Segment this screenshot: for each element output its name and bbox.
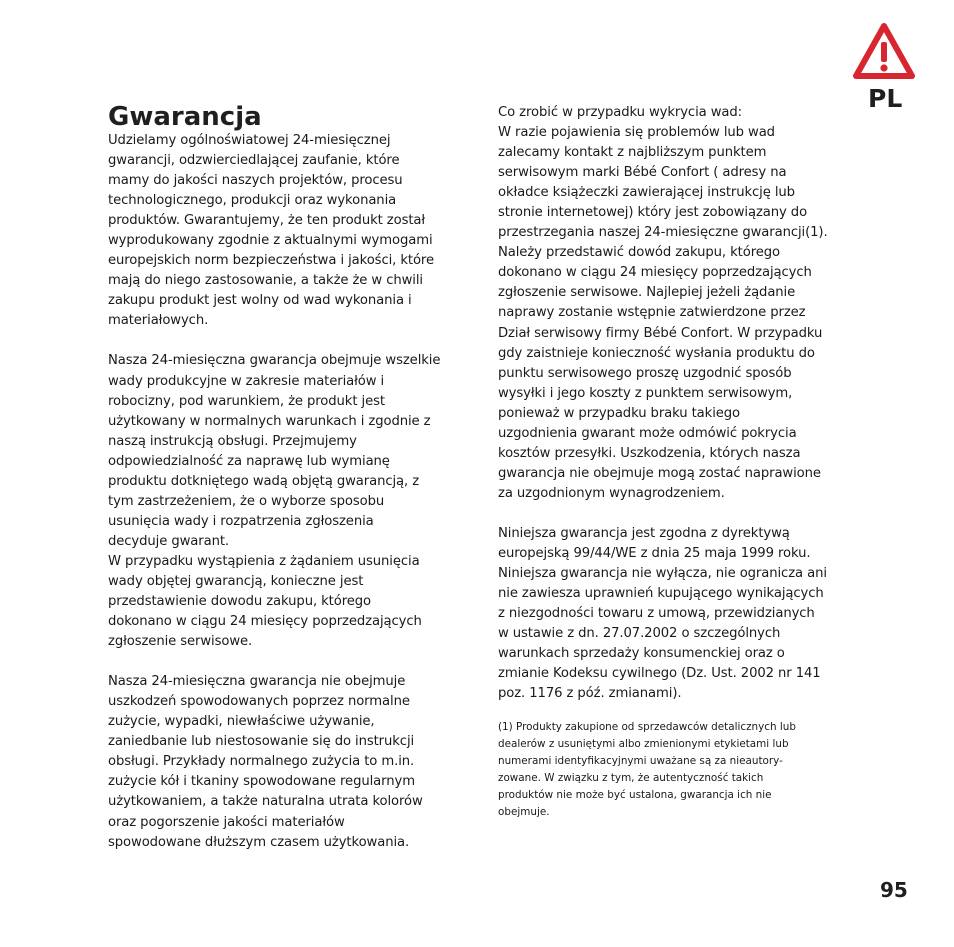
footnote: (1) Produkty zakupione od sprzedawców detalicznych lub dealerów z usuniętymi albo zmienionymi etykietami lub numerami identyfikacyjnymi uważane są za nieautory- zowane. W związku z tym, że autentyczność takich produktów nie może być ustalona, gwarancja ich nie obejmuje. — [498, 721, 796, 818]
page-title: Gwarancja — [108, 102, 262, 132]
warranty-claim-paragraph: W przypadku wystąpienia z żądaniem usunięcia wady objętej gwarancją, konieczne jest przedstawienie dowodu zakupu, którego dokonano w ciągu 24 miesięcy poprzedzających zgłoszenie serwisowe. — [108, 553, 422, 650]
warranty-coverage-paragraph: Nasza 24-miesięczna gwarancja obejmuje wszelkie wady produkcyjne w zakresie materiałów i robocizny, pod warunkiem, że produkt jest użytkowany w normalnych warunkach i zgodnie z naszą instrukcją obsługi. Przejmujemy odpowiedzialność za naprawę lub wymianę produktu dotkniętego wadą objętą gwarancją, z tym zastrzeżeniem, że o wyborze sposobu usunięcia wady i rozpatrzenia zgłoszenia decyduje gwarant. — [108, 353, 441, 549]
left-column — [108, 131, 478, 853]
warranty-exclusions-paragraph: Nasza 24-miesięczna gwarancja nie obejmuje uszkodzeń spowodowanych poprzez normalne zużycie, wypadki, niewłaściwe używanie, zaniedbanie lub niestosowanie się do instrukcji obsługi. Przykłady normalnego zużycia to m.in. zużycie kół i tkaniny spowodowane regularnym użytkowaniem, a także naturalna utrata kolorów oraz pogorszenie jakości materiałów spowodowane dłuższym czasem użytkowania. — [108, 674, 423, 850]
legal-directive-paragraph: Niniejsza gwarancja jest zgodna z dyrektywą europejską 99/44/WE z dnia 25 maja 1999 roku. Niniejsza gwarancja nie wyłącza, nie ogranicza ani nie zawiesza uprawnień kupującego wynikających z niezgodności towaru z umową, przewidzianych w ustawie z dn. 27.07.2002 o szczególnych warunkach sprzedaży konsumenckiej oraz o zmianie Kodeksu cywilnego (Dz. Ust. 2002 nr 141 poz. 1176 z póź. zmianami). — [498, 525, 827, 702]
defect-procedure-paragraph: Co zrobić w przypadku wykrycia wad: W razie pojawienia się problemów lub wad zalecamy kontakt z najbliższym punktem serwisowym marki Bébé Confort ( adresy na okładce książeczki zawierającej instrukcję lub stronie internetowej) który jest zobowiązany do przestrzegania naszej 24-miesięczne gwarancji(1). Należy przedstawić dowód zakupu, którego dokonano w ciągu 24 miesięcy poprzedzających zgłoszenie serwisowe. Najlepiej jeżeli żądanie naprawy zostanie wstępnie zatwierdzone przez Dział serwisowy firmy Bébé Confort. W przypadku gdy zaistnieje konieczność wysłania produktu do punktu serwisowego proszę uzgodnić sposób wysyłki i jego koszty z punktem serwisowym, ponieważ w przypadku braku takiego uzgodnienia gwarant może odmówić pokrycia kosztów przesyłki. Uszkodzenia, których nasza gwarancja nie obejmuje mogą zostać naprawione za uzgodnionym wynagrodzeniem. — [498, 105, 828, 501]
warranty-intro-paragraph: Udzielamy ogólnoświatowej 24-miesięcznej gwarancji, odzwierciedlającej zaufanie, które mamy do jakości naszych projektów, procesu technologicznego, produkcji oraz wykonania produktów. Gwarantujemy, że ten produkt został wyprodukowany zgodnie z aktualnymi wymogami europejskich norm bezpieczeństwa i jakości, które mają do niego zastosowanie, a także że w chwili zakupu produkt jest wolny od wad wykonania i materiałowych. — [108, 133, 434, 329]
language-code: PL — [868, 84, 903, 113]
warning-triangle-icon — [852, 22, 916, 82]
page-number: 95 — [880, 878, 908, 902]
right-column — [498, 103, 868, 704]
